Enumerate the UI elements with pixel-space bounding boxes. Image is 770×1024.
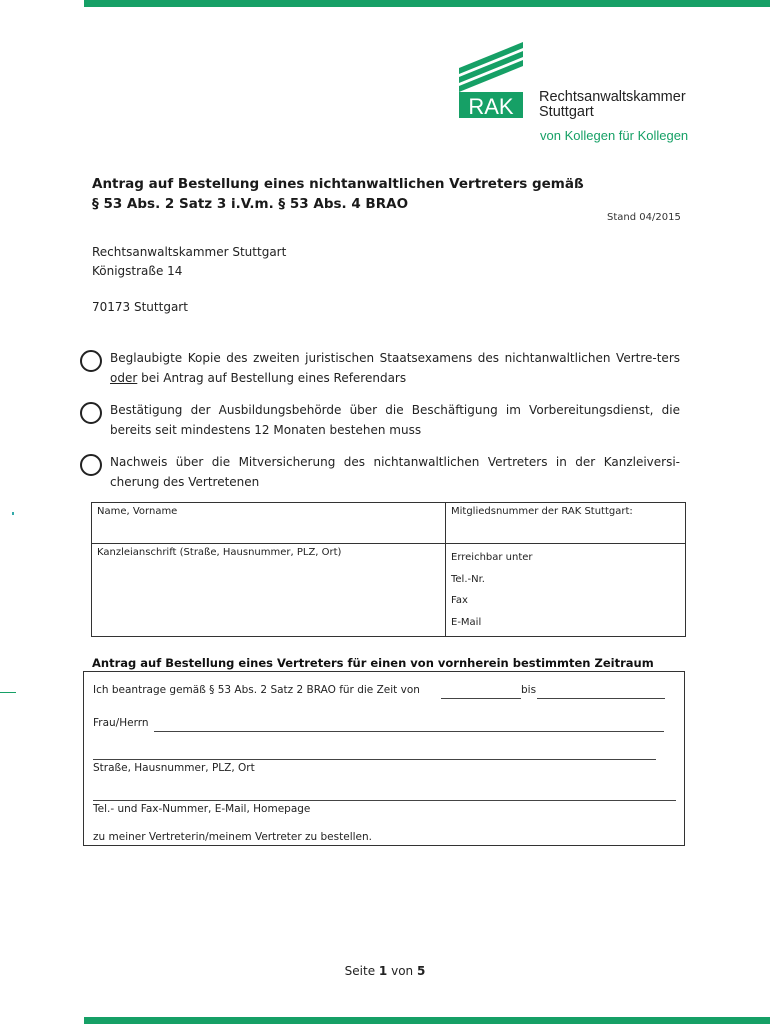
bis-label: bis [521,684,537,696]
logo-text: RAK [468,94,514,118]
rak-logo-icon [459,42,523,118]
slogan: von Kollegen für Kollegen [540,128,689,143]
org-name-line1: Rechtsanwaltskammer [539,89,686,105]
option-text: Nachweis über die Mitversicherung des nichtanwaltlichen Vertreters in der Kanzleiversi-cherung des Vertretenen [110,455,680,489]
option-text: Bestätigung der Ausbildungsbehörde über die Beschäftigung im Vorbereitungsdienst, die bereits seit mindestens 12 Monaten bestehen muss [110,403,680,437]
street-field[interactable] [93,745,656,760]
email-label: E-Mail [451,616,482,628]
stand-date: Stand 04/2015 [607,212,681,223]
org-name-line2: Stuttgart [539,104,594,120]
date-to-field[interactable] [537,684,665,699]
margin-mark [12,512,14,515]
street-label: Straße, Hausnummer, PLZ, Ort [93,762,255,774]
contact-table [91,502,686,637]
address-line3: 70173 Stuttgart [92,300,188,314]
section-title: Antrag auf Bestellung eines Vertreters für einen von vornherein bestimmten Zeitraum [92,656,654,670]
fax-label: Fax [451,595,468,606]
member-number-label: Mitgliedsnummer der RAK Stuttgart: [451,506,633,517]
member-number-field[interactable] [446,503,686,544]
closing-text: zu meiner Vertreterin/meinem Vertreter zu bestellen. [93,831,372,843]
office-address-label: Kanzleianschrift (Straße, Hausnummer, PLZ, Ort) [97,547,342,558]
option-text: Beglaubigte Kopie des zweiten juristischen Staatsexamens des nichtanwaltlichen Vertre-ters oder bei Antrag auf Bestellung eines Referendars [110,351,680,385]
tel-label: Tel.-Nr. [451,573,485,585]
top-green-bar [84,0,770,7]
contact-details-label: Tel.- und Fax-Nummer, E-Mail, Homepage [93,803,311,815]
title-line1: Antrag auf Bestellung eines nichtanwaltlichen Vertreters gemäß [92,176,584,192]
page-number: Seite 1 von 5 [344,964,426,978]
name-field[interactable] [92,503,446,544]
margin-line [0,692,16,693]
application-box [83,671,685,846]
office-address-field[interactable] [92,544,446,637]
address-line1: Rechtsanwaltskammer Stuttgart [92,245,287,259]
document-title [92,174,652,214]
title-line2: § 53 Abs. 2 Satz 3 i.V.m. § 53 Abs. 4 BRAO [92,196,409,212]
frau-herrn-label: Frau/Herrn [93,717,149,729]
contact-details-field[interactable] [93,786,676,801]
name-label: Name, Vorname [97,506,178,517]
org-name [539,90,719,120]
period-line-label: Ich beantrage gemäß § 53 Abs. 2 Satz 2 BRAO für die Zeit von [93,684,420,696]
representative-name-field[interactable] [154,717,664,732]
address-line2: Königstraße 14 [92,264,183,278]
checkbox-circle-icon[interactable] [80,402,102,424]
bottom-green-bar [84,1017,770,1024]
reach-label: Erreichbar unter [451,552,533,563]
date-from-field[interactable] [441,684,521,699]
contact-field[interactable] [446,544,686,637]
checkbox-circle-icon[interactable] [80,454,102,476]
checkbox-circle-icon[interactable] [80,350,102,372]
